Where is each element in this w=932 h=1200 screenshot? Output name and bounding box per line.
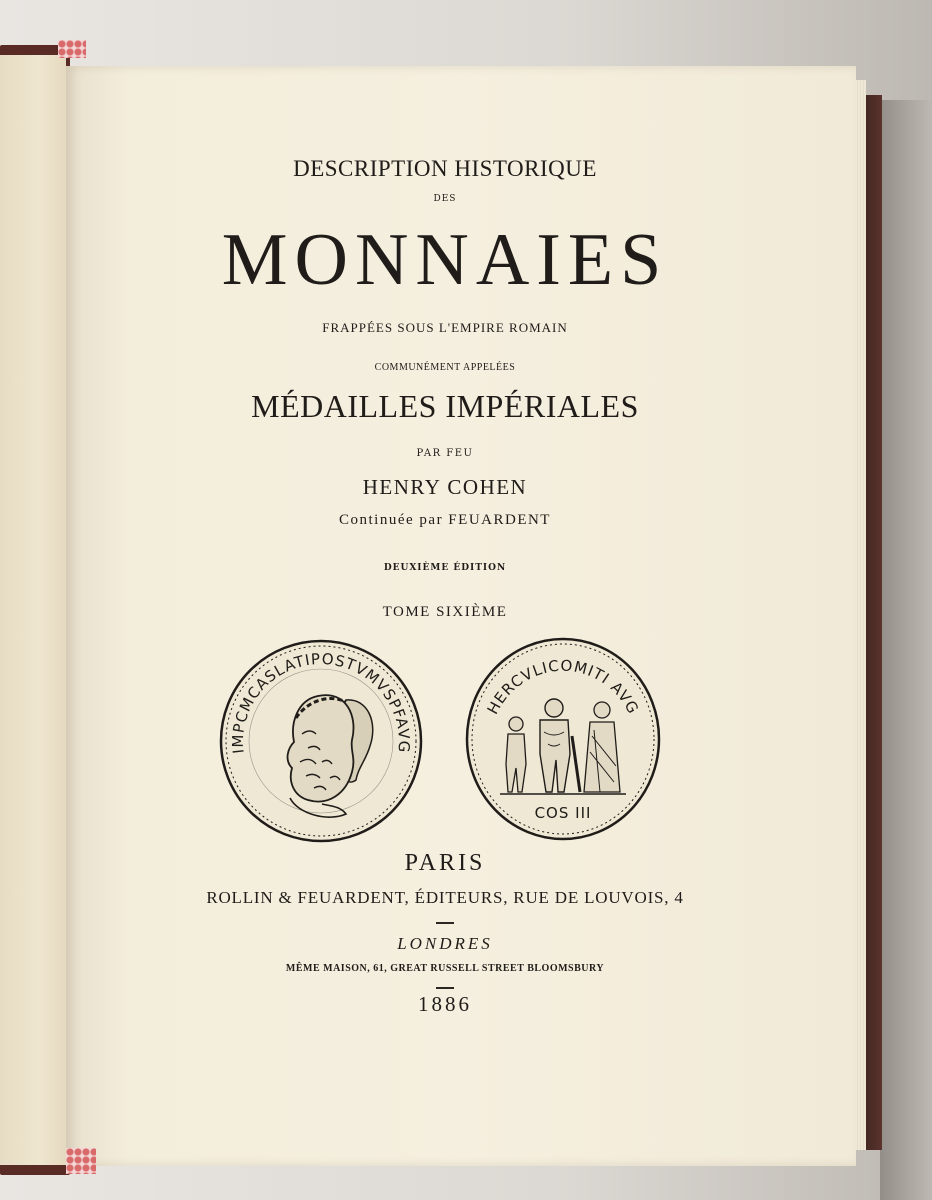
coin-reverse-illustration xyxy=(464,636,662,842)
main-title: MONNAIES xyxy=(221,219,669,301)
imprint-publisher: ROLLIN & FEUARDENT, ÉDITEURS, RUE DE LOUVOIS, 4 xyxy=(206,888,684,907)
coin-obverse-svg xyxy=(218,638,424,844)
subtitle-communement: COMMUNÉMENT APPELÉES xyxy=(374,362,516,373)
coin-reverse-svg xyxy=(464,636,662,842)
title-line-des: DES xyxy=(433,194,457,204)
coin-reverse-legend: HERCVLICOMITI AVG xyxy=(483,656,643,718)
title-line-description: DESCRIPTION HISTORIQUE xyxy=(293,156,597,181)
title-page xyxy=(110,70,780,1130)
imprint-dash-1 xyxy=(436,922,454,924)
author-name: HENRY COHEN xyxy=(362,475,528,499)
author-prefix: PAR FEU xyxy=(416,448,474,459)
coin-obverse-legend: IMPCMCASLATIPOSTVMVSPFAVG xyxy=(228,649,414,755)
subtitle-medailles: MÉDAILLES IMPÉRIALES xyxy=(251,388,639,424)
left-page xyxy=(0,55,66,1165)
imprint-city: PARIS xyxy=(404,850,486,876)
imprint-year: 1886 xyxy=(418,992,472,1016)
subtitle-frappees: FRAPPÉES SOUS L'EMPIRE ROMAIN xyxy=(322,320,568,335)
imprint-branch: MÊME MAISON, 61, GREAT RUSSELL STREET BLOOMSBURY xyxy=(285,963,605,974)
bookmark-ribbon-bottom xyxy=(66,1148,96,1174)
edition-label: DEUXIÈME ÉDITION xyxy=(383,563,507,573)
continuator-line: Continuée par FEUARDENT xyxy=(339,512,551,528)
volume-label: TOME SIXIÈME xyxy=(382,604,508,620)
imprint-city-2: LONDRES xyxy=(397,934,493,953)
book-shadow xyxy=(880,100,932,1200)
imprint-dash-2 xyxy=(436,987,454,989)
coin-obverse-illustration xyxy=(218,638,424,844)
coin-reverse-exergue: COS III xyxy=(534,804,592,822)
bookmark-ribbon-top xyxy=(58,40,86,58)
